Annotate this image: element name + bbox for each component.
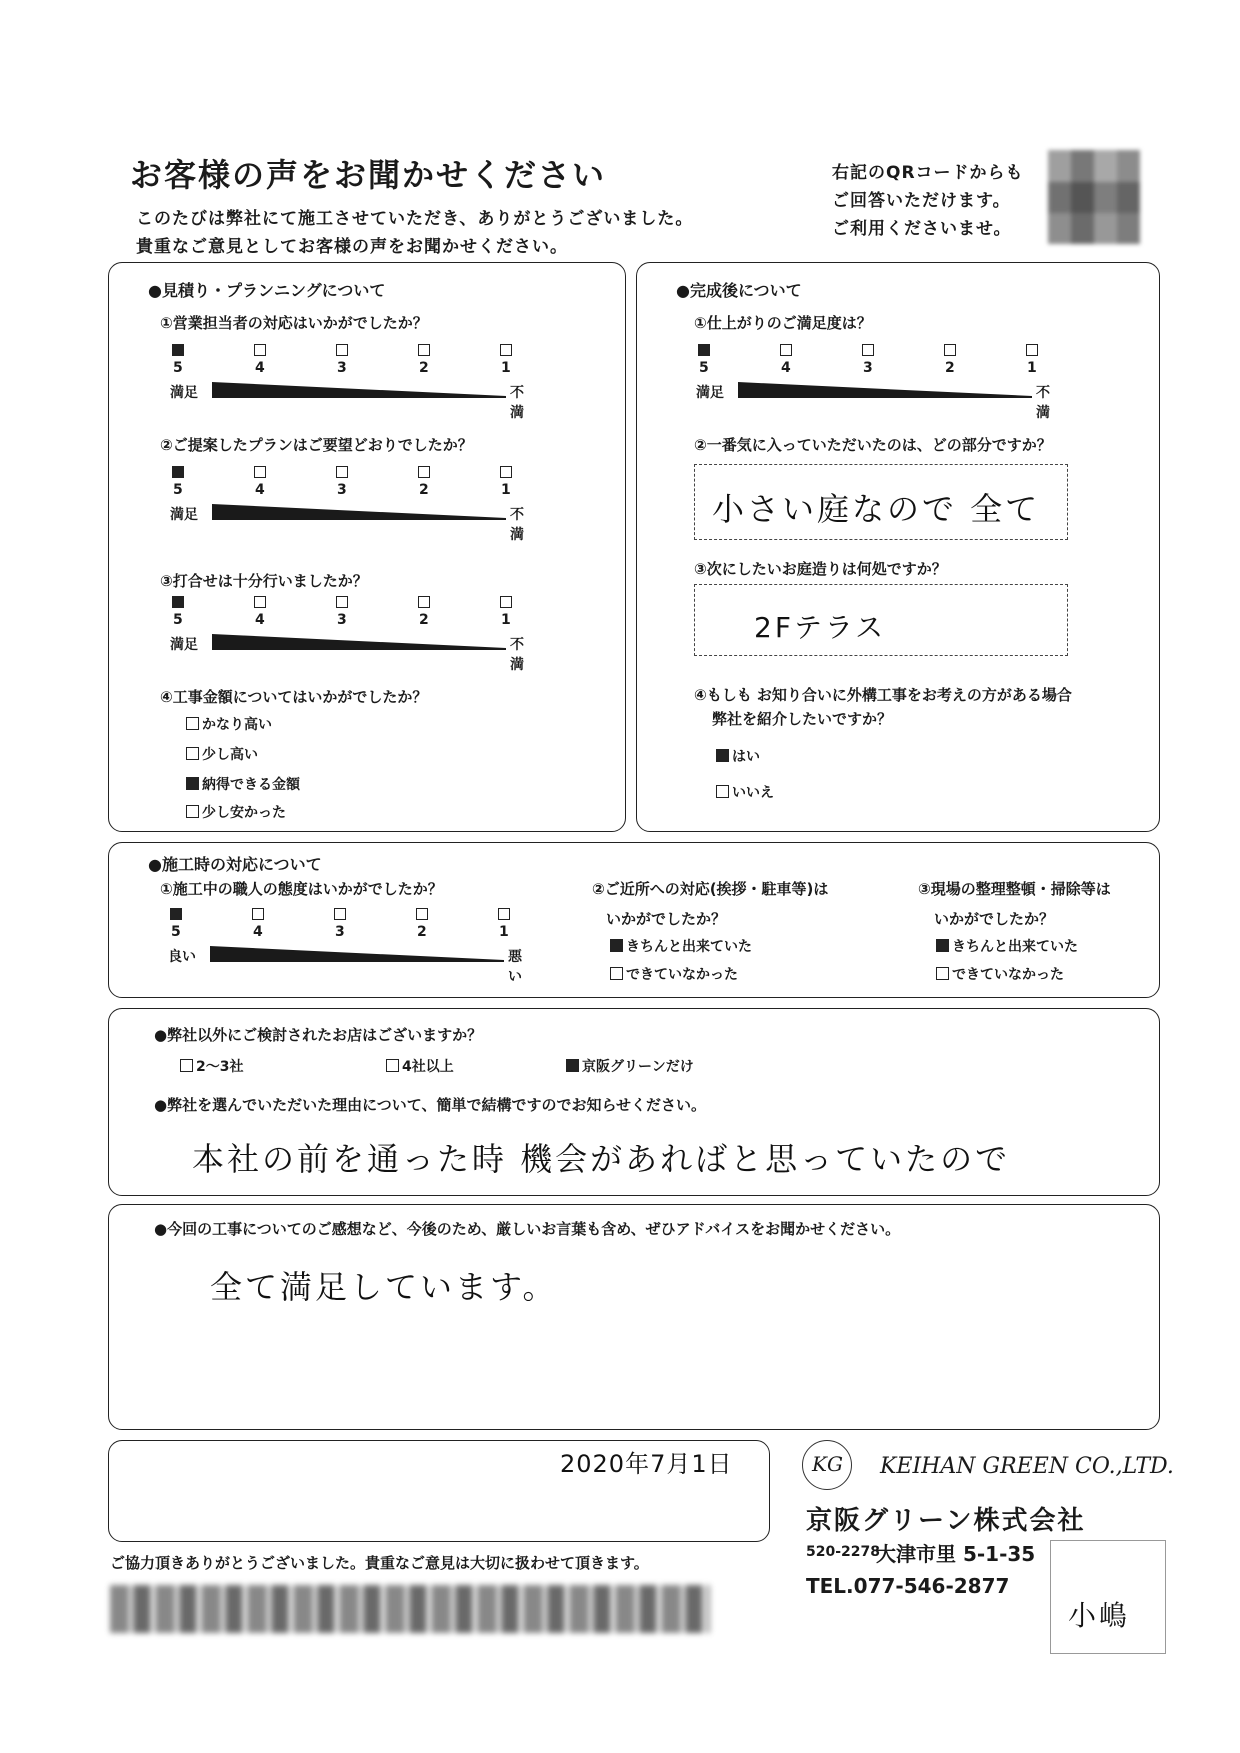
rating-number: 4 [781, 360, 791, 376]
scale-left-label: 満足 [170, 385, 198, 401]
other-opt-2[interactable]: 4社以上 [386, 1056, 454, 1076]
rating-checkbox-3[interactable] [336, 466, 348, 478]
rating-number: 5 [173, 482, 183, 498]
rating-number: 3 [337, 482, 347, 498]
rating-number: 5 [171, 924, 181, 940]
qr-text-3: ご利用くださいませ。 [832, 219, 1012, 239]
scale-right-label: 不満 [510, 637, 524, 673]
qr-text-1: 右記のQRコードからも [832, 163, 1024, 183]
intro-line-2: 貴重なご意見としてお客様の声をお聞かせください。 [136, 237, 568, 257]
qr-text-2: ご回答いただけます。 [832, 191, 1011, 211]
company-postal: 520-2278 [806, 1544, 880, 1560]
scale-wedge [738, 382, 1032, 398]
rating-checkbox-5[interactable] [172, 344, 184, 356]
rating-checkbox-5[interactable] [172, 466, 184, 478]
rating-checkbox-5[interactable] [172, 596, 184, 608]
rating-number: 2 [419, 482, 429, 498]
after-q4-no[interactable]: いいえ [716, 782, 774, 802]
planning-title: ●見積り・プランニングについて [148, 281, 386, 300]
scale-right-label: 悪い [508, 949, 522, 985]
rating-number: 4 [255, 482, 265, 498]
rating-checkbox-5[interactable] [170, 908, 182, 920]
rating-number: 1 [501, 360, 511, 376]
rating-checkbox-1[interactable] [498, 908, 510, 920]
after-q1: ①仕上がりのご満足度は？ [694, 314, 872, 332]
rating-number: 1 [501, 482, 511, 498]
construction-q2-line2: いかがでしたか？ [606, 910, 727, 928]
rating-checkbox-4[interactable] [254, 466, 266, 478]
planning-q1: ①営業担当者の対応はいかがでしたか？ [160, 314, 428, 332]
construction-q1: ①施工中の職人の態度はいかがでしたか？ [160, 880, 443, 898]
scale-left-label: 満足 [170, 507, 198, 523]
rating-checkbox-3[interactable] [862, 344, 874, 356]
rating-number: 3 [335, 924, 345, 940]
other-q1: ●弊社以外にご検討されたお店はございますか？ [154, 1026, 483, 1044]
rating-checkbox-2[interactable] [416, 908, 428, 920]
company-name-en: KEIHAN GREEN CO.,LTD. [880, 1454, 1174, 1479]
rating-number: 3 [337, 612, 347, 628]
company-address: 大津市里 5-1-35 [876, 1542, 1036, 1566]
price-option-2[interactable]: 少し高い [186, 744, 258, 764]
after-q1-scale[interactable] [696, 344, 1058, 421]
rating-number: 2 [419, 360, 429, 376]
other-opt-3[interactable]: 京阪グリーンだけ [566, 1056, 694, 1076]
after-q3: ③次にしたいお庭造りは何処ですか？ [694, 560, 947, 578]
scale-wedge [212, 382, 506, 398]
construction-q3-line1: ③現場の整理整頓・掃除等は [918, 880, 1111, 898]
rating-number: 1 [1027, 360, 1037, 376]
page-title: お客様の声をお聞かせください [130, 156, 607, 194]
thanks-text: ご協力頂きありがとうございました。貴重なご意見は大切に扱わせて頂きます。 [110, 1554, 649, 1572]
rating-number: 2 [417, 924, 427, 940]
construction-q2-line1: ②ご近所への対応(挨拶・駐車等)は [592, 880, 829, 898]
fax-number-redacted [110, 1585, 710, 1633]
rating-number: 4 [255, 360, 265, 376]
scale-wedge [210, 946, 504, 962]
feedback-q: ●今回の工事についてのご感想など、今後のため、厳しいお言葉も含め、ぜひアドバイスをお聞かせください。 [154, 1220, 901, 1238]
price-option-1[interactable]: かなり高い [186, 714, 272, 734]
planning-q3-scale[interactable] [170, 596, 532, 673]
rating-checkbox-3[interactable] [334, 908, 346, 920]
scale-right-label: 不満 [1036, 385, 1050, 421]
scale-wedge [212, 634, 506, 650]
after-q2-answer: 小さい庭なので 全て [712, 490, 1041, 528]
rating-checkbox-4[interactable] [780, 344, 792, 356]
other-opt-1[interactable]: 2～3社 [180, 1056, 243, 1076]
planning-q2-scale[interactable] [170, 466, 532, 543]
rating-number: 5 [173, 612, 183, 628]
construction-q3-bad[interactable]: できていなかった [936, 964, 1064, 984]
rating-number: 1 [501, 612, 511, 628]
construction-q2-bad[interactable]: できていなかった [610, 964, 738, 984]
after-q4-line1: ④もしも お知り合いに外構工事をお考えの方がある場合 [694, 686, 1072, 704]
other-q2-answer[interactable]: 本社の前を通った時 機会があればと思っていたので [192, 1140, 1011, 1178]
construction-q1-scale[interactable] [168, 908, 530, 985]
scale-left-label: 良い [168, 949, 196, 965]
price-option-3[interactable]: 納得できる金額 [186, 774, 300, 794]
other-q2: ●弊社を選んでいただいた理由について、簡単で結構ですのでお知らせください。 [154, 1096, 707, 1114]
company-name-jp: 京阪グリーン株式会社 [806, 1506, 1086, 1536]
after-q2: ②一番気に入っていただいたのは、どの部分ですか？ [694, 436, 1052, 454]
construction-q3-good[interactable]: きちんと出来ていた [936, 936, 1078, 956]
planning-q3: ③打合せは十分行いましたか？ [160, 572, 368, 590]
rating-checkbox-5[interactable] [698, 344, 710, 356]
planning-q1-scale[interactable] [170, 344, 532, 421]
date-value[interactable]: 2020年7月1日 [560, 1450, 733, 1478]
rating-checkbox-2[interactable] [418, 344, 430, 356]
scale-left-label: 満足 [170, 637, 198, 653]
rating-checkbox-1[interactable] [500, 466, 512, 478]
after-q3-answer: 2Fテラス [754, 611, 887, 644]
construction-title: ●施工時の対応について [148, 855, 322, 874]
scale-right-label: 不満 [510, 507, 524, 543]
staff-stamp-name: 小嶋 [1068, 1599, 1131, 1632]
rating-number: 3 [337, 360, 347, 376]
rating-number: 5 [699, 360, 709, 376]
planning-q2: ②ご提案したプランはご要望どおりでしたか？ [160, 436, 473, 454]
after-title: ●完成後について [676, 281, 802, 300]
scale-right-label: 不満 [510, 385, 524, 421]
rating-checkbox-1[interactable] [500, 344, 512, 356]
after-q4-line2: 弊社を紹介したいですか？ [712, 710, 893, 728]
after-q4-yes[interactable]: はい [716, 746, 760, 766]
feedback-answer[interactable]: 全て満足しています。 [210, 1268, 558, 1306]
rating-number: 1 [499, 924, 509, 940]
price-option-4[interactable]: 少し安かった [186, 802, 286, 822]
rating-checkbox-3[interactable] [336, 596, 348, 608]
company-tel: TEL.077-546-2877 [806, 1574, 1010, 1598]
rating-checkbox-4[interactable] [252, 908, 264, 920]
rating-checkbox-4[interactable] [254, 344, 266, 356]
rating-checkbox-2[interactable] [418, 596, 430, 608]
rating-checkbox-2[interactable] [944, 344, 956, 356]
company-logo-mark: KG [812, 1452, 843, 1476]
scale-left-label: 満足 [696, 385, 724, 401]
scale-wedge [212, 504, 506, 520]
rating-checkbox-4[interactable] [254, 596, 266, 608]
rating-number: 5 [173, 360, 183, 376]
rating-number: 4 [255, 612, 265, 628]
rating-number: 4 [253, 924, 263, 940]
rating-checkbox-3[interactable] [336, 344, 348, 356]
rating-checkbox-1[interactable] [500, 596, 512, 608]
rating-checkbox-2[interactable] [418, 466, 430, 478]
intro-line-1: このたびは弊社にて施工させていただき、ありがとうございました。 [136, 209, 694, 229]
qr-code[interactable] [1048, 150, 1140, 244]
construction-q3-line2: いかがでしたか？ [934, 910, 1055, 928]
rating-number: 2 [945, 360, 955, 376]
rating-number: 3 [863, 360, 873, 376]
rating-checkbox-1[interactable] [1026, 344, 1038, 356]
rating-number: 2 [419, 612, 429, 628]
construction-q2-good[interactable]: きちんと出来ていた [610, 936, 752, 956]
planning-q4: ④工事金額についてはいかがでしたか？ [160, 688, 428, 706]
